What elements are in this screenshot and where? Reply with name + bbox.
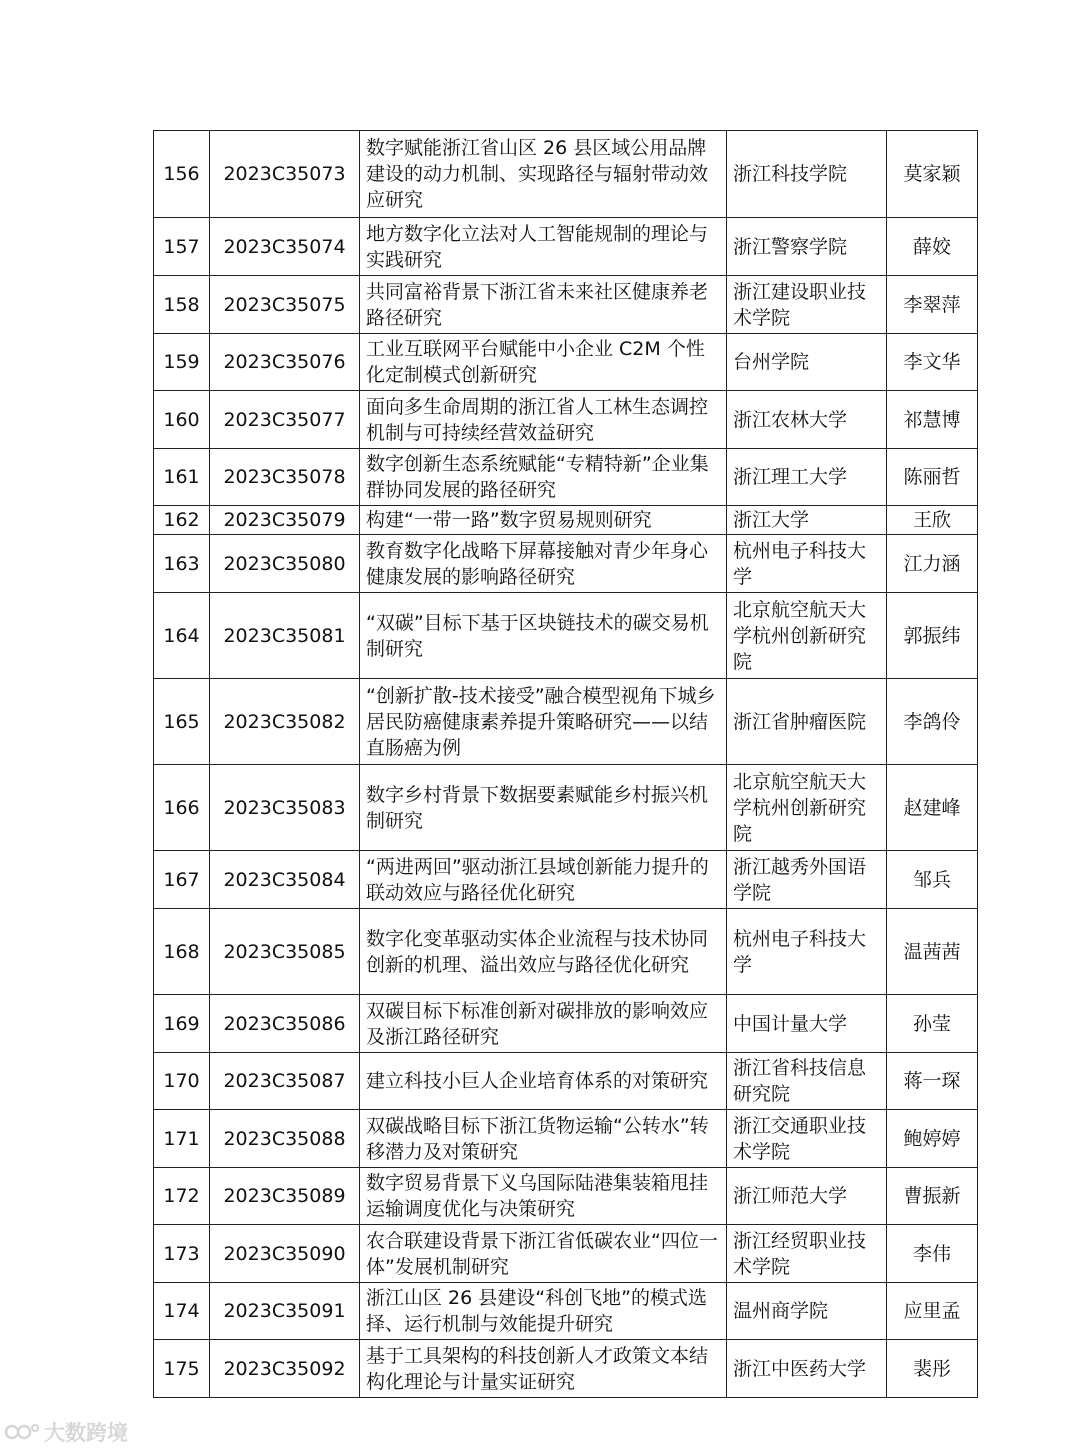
project-code: 2023C35090 [210,1225,360,1283]
institution: 北京航空航天大学杭州创新研究院 [727,765,887,851]
project-leader: 李文华 [887,334,978,391]
project-leader: 裴彤 [887,1340,978,1398]
project-title: 数字乡村背景下数据要素赋能乡村振兴机制研究 [360,765,727,851]
row-number: 161 [154,449,210,506]
table-row [154,765,978,851]
institution: 浙江交通职业技术学院 [727,1110,887,1168]
table-row [154,1168,978,1225]
project-leader: 江力涵 [887,535,978,593]
table-body [154,131,978,1398]
project-code: 2023C35073 [210,131,360,218]
project-leader: 莫家颖 [887,131,978,218]
project-title: 共同富裕背景下浙江省未来社区健康养老路径研究 [360,276,727,334]
project-leader: 祁慧博 [887,391,978,449]
project-leader: 鲍婷婷 [887,1110,978,1168]
table-row [154,449,978,506]
table-row [154,909,978,995]
project-leader: 李翠萍 [887,276,978,334]
project-title: 数字赋能浙江省山区 26 县区域公用品牌建设的动力机制、实现路径与辐射带动效应研究 [360,131,727,218]
row-number: 168 [154,909,210,995]
table-row [154,1225,978,1283]
institution: 中国计量大学 [727,995,887,1053]
table-row [154,391,978,449]
row-number: 175 [154,1340,210,1398]
institution: 浙江中医药大学 [727,1340,887,1398]
institution: 浙江省科技信息研究院 [727,1053,887,1110]
project-title: 构建“一带一路”数字贸易规则研究 [360,506,727,535]
project-code: 2023C35082 [210,679,360,765]
project-code: 2023C35081 [210,593,360,679]
project-leader: 曹振新 [887,1168,978,1225]
row-number: 157 [154,218,210,276]
institution: 温州商学院 [727,1283,887,1340]
project-leader: 孙莹 [887,995,978,1053]
project-leader: 邹兵 [887,851,978,909]
institution: 北京航空航天大学杭州创新研究院 [727,593,887,679]
project-title: 数字化变革驱动实体企业流程与技术协同创新的机理、溢出效应与路径优化研究 [360,909,727,995]
project-leader: 薛姣 [887,218,978,276]
institution: 浙江师范大学 [727,1168,887,1225]
table-row [154,131,978,218]
project-leader: 应里孟 [887,1283,978,1340]
project-leader: 王欣 [887,506,978,535]
row-number: 156 [154,131,210,218]
institution: 浙江科技学院 [727,131,887,218]
project-title: 面向多生命周期的浙江省人工林生态调控机制与可持续经营效益研究 [360,391,727,449]
project-leader: 李伟 [887,1225,978,1283]
table-row [154,506,978,535]
project-code: 2023C35075 [210,276,360,334]
watermark-text: 大数跨境 [44,1421,128,1445]
row-number: 171 [154,1110,210,1168]
table-row [154,1053,978,1110]
project-code: 2023C35078 [210,449,360,506]
project-leader: 陈丽哲 [887,449,978,506]
row-number: 165 [154,679,210,765]
project-title: 农合联建设背景下浙江省低碳农业“四位一体”发展机制研究 [360,1225,727,1283]
institution: 浙江省肿瘤医院 [727,679,887,765]
project-code: 2023C35076 [210,334,360,391]
institution: 浙江越秀外国语学院 [727,851,887,909]
project-title: 双碳目标下标准创新对碳排放的影响效应及浙江路径研究 [360,995,727,1053]
project-leader: 郭振纬 [887,593,978,679]
project-title: 数字贸易背景下义乌国际陆港集装箱甩挂运输调度优化与决策研究 [360,1168,727,1225]
project-code: 2023C35083 [210,765,360,851]
project-code: 2023C35089 [210,1168,360,1225]
brand-logo-icon [4,1420,40,1444]
project-title: “双碳”目标下基于区块链技术的碳交易机制研究 [360,593,727,679]
table-row [154,1283,978,1340]
row-number: 172 [154,1168,210,1225]
row-number: 167 [154,851,210,909]
institution: 浙江建设职业技术学院 [727,276,887,334]
project-title: “两进两回”驱动浙江县域创新能力提升的联动效应与路径优化研究 [360,851,727,909]
project-leader: 李鸽伶 [887,679,978,765]
watermark [4,1417,128,1447]
project-leader: 蒋一琛 [887,1053,978,1110]
project-code: 2023C35086 [210,995,360,1053]
project-code: 2023C35092 [210,1340,360,1398]
project-code: 2023C35074 [210,218,360,276]
project-leader: 温茜茜 [887,909,978,995]
table-row [154,535,978,593]
row-number: 166 [154,765,210,851]
project-leader: 赵建峰 [887,765,978,851]
row-number: 158 [154,276,210,334]
project-code: 2023C35084 [210,851,360,909]
row-number: 170 [154,1053,210,1110]
table-row [154,679,978,765]
row-number: 173 [154,1225,210,1283]
project-title: 基于工具架构的科技创新人才政策文本结构化理论与计量实证研究 [360,1340,727,1398]
row-number: 169 [154,995,210,1053]
project-title: 浙江山区 26 县建设“科创飞地”的模式选择、运行机制与效能提升研究 [360,1283,727,1340]
row-number: 174 [154,1283,210,1340]
project-title: 数字创新生态系统赋能“专精特新”企业集群协同发展的路径研究 [360,449,727,506]
institution: 浙江农林大学 [727,391,887,449]
institution: 浙江理工大学 [727,449,887,506]
project-title: 建立科技小巨人企业培育体系的对策研究 [360,1053,727,1110]
row-number: 162 [154,506,210,535]
institution: 浙江大学 [727,506,887,535]
institution: 杭州电子科技大学 [727,535,887,593]
table-row [154,334,978,391]
project-title: 双碳战略目标下浙江货物运输“公转水”转移潜力及对策研究 [360,1110,727,1168]
table-row [154,995,978,1053]
institution: 浙江警察学院 [727,218,887,276]
table-row [154,851,978,909]
project-code: 2023C35079 [210,506,360,535]
row-number: 163 [154,535,210,593]
project-title: 地方数字化立法对人工智能规制的理论与实践研究 [360,218,727,276]
project-code: 2023C35088 [210,1110,360,1168]
project-table [153,130,978,1398]
row-number: 164 [154,593,210,679]
project-code: 2023C35080 [210,535,360,593]
table-row [154,218,978,276]
project-code: 2023C35087 [210,1053,360,1110]
institution: 台州学院 [727,334,887,391]
row-number: 159 [154,334,210,391]
table-row [154,276,978,334]
project-code: 2023C35085 [210,909,360,995]
row-number: 160 [154,391,210,449]
project-title: 教育数字化战略下屏幕接触对青少年身心健康发展的影响路径研究 [360,535,727,593]
project-code: 2023C35077 [210,391,360,449]
table-row [154,1340,978,1398]
project-title: “创新扩散-技术接受”融合模型视角下城乡居民防癌健康素养提升策略研究——以结直肠癌为例 [360,679,727,765]
institution: 浙江经贸职业技术学院 [727,1225,887,1283]
table-row [154,1110,978,1168]
institution: 杭州电子科技大学 [727,909,887,995]
project-title: 工业互联网平台赋能中小企业 C2M 个性化定制模式创新研究 [360,334,727,391]
project-code: 2023C35091 [210,1283,360,1340]
table-row [154,593,978,679]
